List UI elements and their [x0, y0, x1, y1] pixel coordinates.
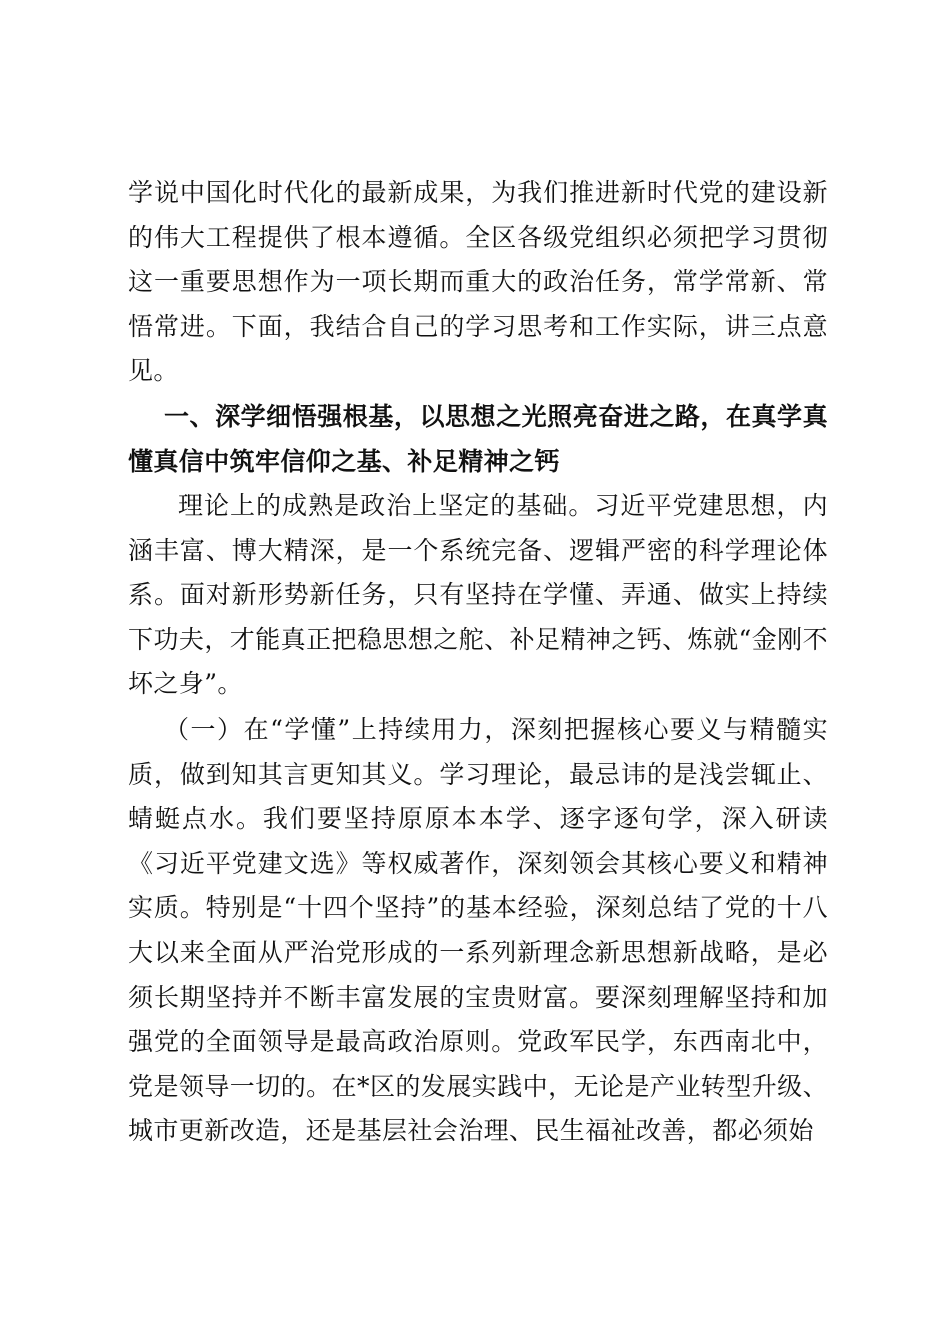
- paragraph-theory-maturity: 理论上的成熟是政治上坚定的基础。习近平党建思想，内涵丰富、博大精深，是一个系统完备、逻辑严密的科学理论体系。面对新形势新任务，只有坚持在学懂、弄通、做实上持续下功夫，才能真正把稳思想之舵、补足精神之钙、炼就“金刚不坏之身”。: [128, 491, 828, 699]
- section-heading-one: 一、深学细悟强根基，以思想之光照亮奋进之路，在真学真懂真信中筑牢信仰之基、补足精神之钙: [128, 402, 828, 476]
- paragraph-intro-continuation: 学说中国化时代化的最新成果，为我们推进新时代党的建设新的伟大工程提供了根本遵循。全区各级党组织必须把学习贯彻这一重要思想作为一项长期而重大的政治任务，常学常新、常悟常进。下面，我结合自己的学习思考和工作实际，讲三点意见。: [128, 178, 828, 386]
- paragraph-subsection-one: （一）在“学懂”上持续用力，深刻把握核心要义与精髓实质，做到知其言更知其义。学习理论，最忌讳的是浅尝辄止、蜻蜓点水。我们要坚持原原本本学、逐字逐句学，深入研读《习近平党建文选》等权威著作，深刻领会其核心要义和精神实质。特别是“十四个坚持”的基本经验，深刻总结了党的十八大以来全面从严治党形成的一系列新理念新思想新战略，是必须长期坚持并不断丰富发展的宝贵财富。要深刻理解坚持和加强党的全面领导是最高政治原则。党政军民学，东西南北中，党是领导一切的。在*区的发展实践中，无论是产业转型升级、城市更新改造，还是基层社会治理、民生福祉改善，都必须始: [128, 715, 828, 1146]
